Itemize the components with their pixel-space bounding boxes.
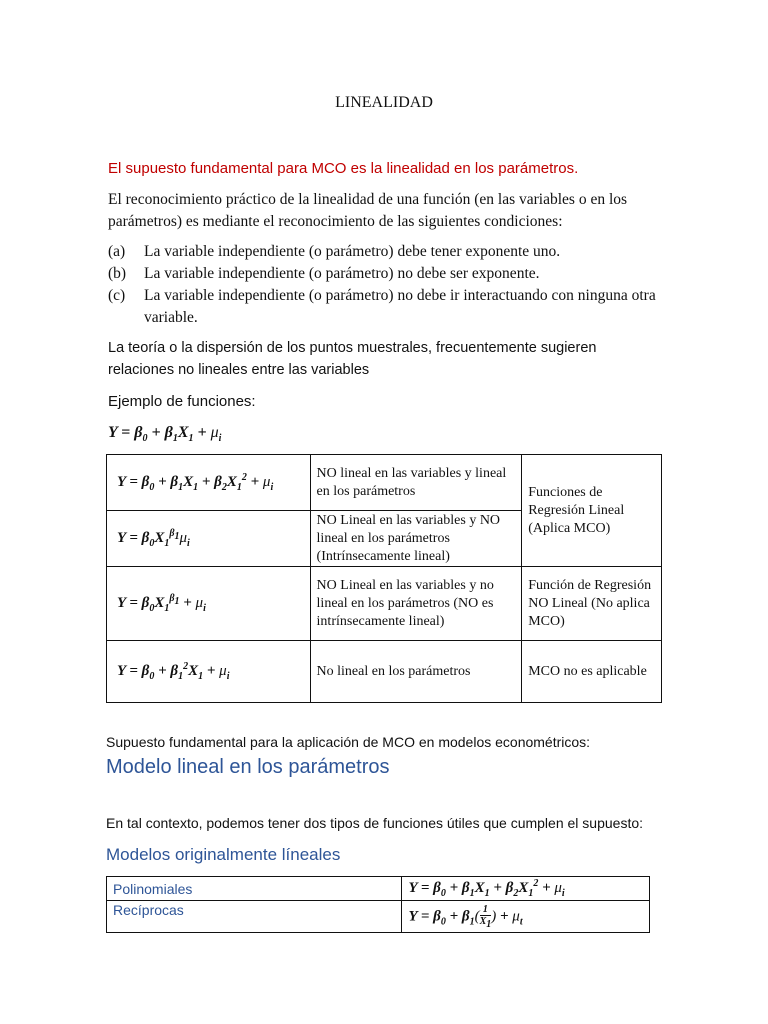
condition-label: (b)	[108, 265, 127, 282]
model-formula-cell: $Y = \beta_0 + \beta_1$( $\frac{1}{X_1}$ ) + $\mu_t$	[402, 901, 650, 933]
group-cell: Función de Regresión NO Lineal (No aplica MCO)	[522, 567, 662, 641]
condition-label: (a)	[108, 243, 126, 260]
models-table	[106, 876, 650, 933]
sub-heading: Modelos originalmente líneales	[106, 845, 341, 864]
model-name-cell: Polinomiales	[107, 877, 402, 901]
desc-cell: NO Lineal en las variables y NO lineal en los parámetros (Intrínsecamente lineal)	[310, 511, 522, 567]
formula-cell: $Y = \beta_0X_1^{\beta_1}\mu_i$	[107, 511, 311, 567]
condition-text: La variable independiente (o parámetro) no debe ir interactuando con ninguna otra variable.	[144, 287, 656, 326]
condition-label: (c)	[108, 287, 126, 304]
theory-paragraph: La teoría o la dispersión de los puntos muestrales, frecuentemente sugieren relaciones no lineales entre las variables	[108, 340, 597, 378]
supuesto-text: Supuesto fundamental para la aplicación de MCO en modelos econométricos:	[106, 734, 591, 750]
formula-cell: $Y = \beta_0X_1^{\beta_1} + \mu_i$	[107, 567, 311, 641]
condition-item	[108, 241, 668, 263]
blue-heading: Modelo lineal en los parámetros	[106, 756, 390, 778]
example-equation: $Y = \beta_0 + \beta_1X_1 + \mu_i$	[108, 424, 222, 445]
model-formula-cell: $Y = \beta_0 + \beta_1X_1 + \beta_2X_1^2 + \mu_i$	[402, 877, 650, 901]
group-cell: MCO no es aplicable	[522, 641, 662, 703]
condition-item	[108, 263, 668, 285]
desc-cell: NO Lineal en las variables y no lineal en los parámetros (NO es intrínsecamente lineal)	[310, 567, 522, 641]
functions-table	[106, 454, 662, 703]
group-cell: Funciones de Regresión Lineal (Aplica MCO)	[522, 455, 662, 567]
formula-cell: $Y = \beta_0 + \beta_1X_1 + \beta_2X_1^2 + \mu_i$	[107, 455, 311, 511]
desc-cell: NO lineal en las variables y lineal en los parámetros	[310, 455, 522, 511]
conditions-list	[108, 241, 668, 329]
intro-paragraph: El reconocimiento práctico de la linealidad de una función (en las variables o en los parámetros) es mediante el reconocimiento de las siguientes condiciones:	[108, 191, 628, 230]
condition-text: La variable independiente (o parámetro) debe tener exponente uno.	[144, 243, 561, 260]
formula-cell: $Y = \beta_0 + \beta_1^2X_1 + \mu_i$	[107, 641, 311, 703]
context-text: En tal contexto, podemos tener dos tipos de funciones útiles que cumplen el supuesto:	[106, 815, 644, 831]
page-title: LINEALIDAD	[335, 94, 433, 111]
red-heading: El supuesto fundamental para MCO es la linealidad en los parámetros.	[108, 160, 579, 177]
examples-heading: Ejemplo de funciones:	[108, 393, 256, 410]
model-name-cell: Recíprocas	[107, 901, 402, 933]
condition-item	[108, 285, 668, 329]
desc-cell: No lineal en los parámetros	[310, 641, 522, 703]
condition-text: La variable independiente (o parámetro) no debe ser exponente.	[144, 265, 540, 282]
